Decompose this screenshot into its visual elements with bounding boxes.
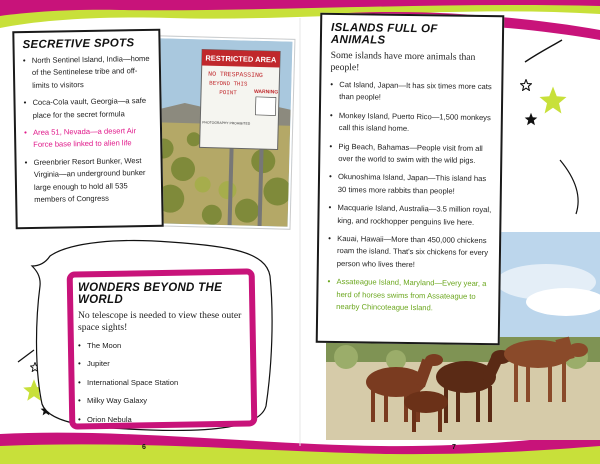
secretive-spots-list [23, 53, 156, 207]
page-number-left: 6 [142, 444, 146, 451]
sign-point-text: POINT [219, 88, 237, 97]
list-item: • Area 51, Nevada—a desert Air Force base linked to alien life [24, 125, 154, 152]
list-item: • Okunoshima Island, Japan—This island has 30 times more rabbits than people! [329, 171, 492, 198]
restricted-area-photo [150, 36, 295, 229]
list-item: • North Sentinel Island, India—home of the Sentinelese tribe and off-limits to visitors [23, 53, 154, 92]
islands-full-of-animals-panel [316, 13, 505, 346]
sign-photography-text: PHOTOGRAPHY PROHIBITED [202, 120, 251, 126]
sign-restricted-text: RESTRICTED AREA [205, 53, 277, 65]
wonders-heading: WONDERS BEYOND THE WORLD [78, 282, 223, 306]
secretive-spots-heading: SECRETIVE SPOTS [22, 37, 135, 52]
list-item: • Assateague Island, Maryland—Every year, a herd of horses swims from Assateague to nearby Chincoteague Island. [327, 276, 491, 315]
page-number-right: 7 [452, 444, 456, 451]
sign-no-trespassing-text: NO TRESPASSING [208, 70, 263, 80]
list-item: • Coca-Cola vault, Georgia—a safe place for the secret formula [23, 95, 153, 122]
islands-list [327, 79, 493, 316]
islands-heading: ISLANDS FULL OF ANIMALS [330, 21, 438, 47]
list-item: • The Moon [78, 340, 248, 352]
list-item: • Greenbrier Resort Bunker, West Virginia—an underground bunker large enough to hold all 535 members of Congress [24, 155, 155, 207]
star-icon [538, 85, 568, 115]
sign-beyond-text: BEYOND THIS [209, 79, 248, 88]
wonders-list [78, 340, 248, 426]
list-item: • Orion Nebula [78, 414, 248, 426]
list-item: • Jupiter [78, 358, 248, 370]
wonders-intro: No telescope is needed to view these outer space sights! [78, 310, 242, 333]
list-item: • Monkey Island, Puerto Rico—1,500 monkeys call this island home. [330, 110, 493, 137]
list-item: • Milky Way Galaxy [78, 395, 248, 407]
star-icon [524, 112, 538, 126]
list-item: • Kauai, Hawaii—More than 450,000 chickens roam the island. That's six chickens for every person who lives there! [328, 233, 492, 272]
list-item: • International Space Station [78, 377, 248, 389]
star-outline-icon [520, 79, 532, 91]
sign-warning-text: WARNING [253, 88, 279, 96]
wonders-beyond-panel [78, 282, 248, 422]
list-item: • Macquarie Island, Australia—3.5 million royal, king, and rockhopper penguins live here. [328, 202, 491, 229]
list-item: • Pig Beach, Bahamas—People visit from all over the world to swim with the wild pigs. [329, 140, 492, 167]
islands-intro: Some islands have more animals than people! [330, 49, 476, 74]
secretive-spots-panel [12, 29, 163, 230]
list-item: • Cat Island, Japan—It has six times more cats than people! [330, 79, 493, 106]
